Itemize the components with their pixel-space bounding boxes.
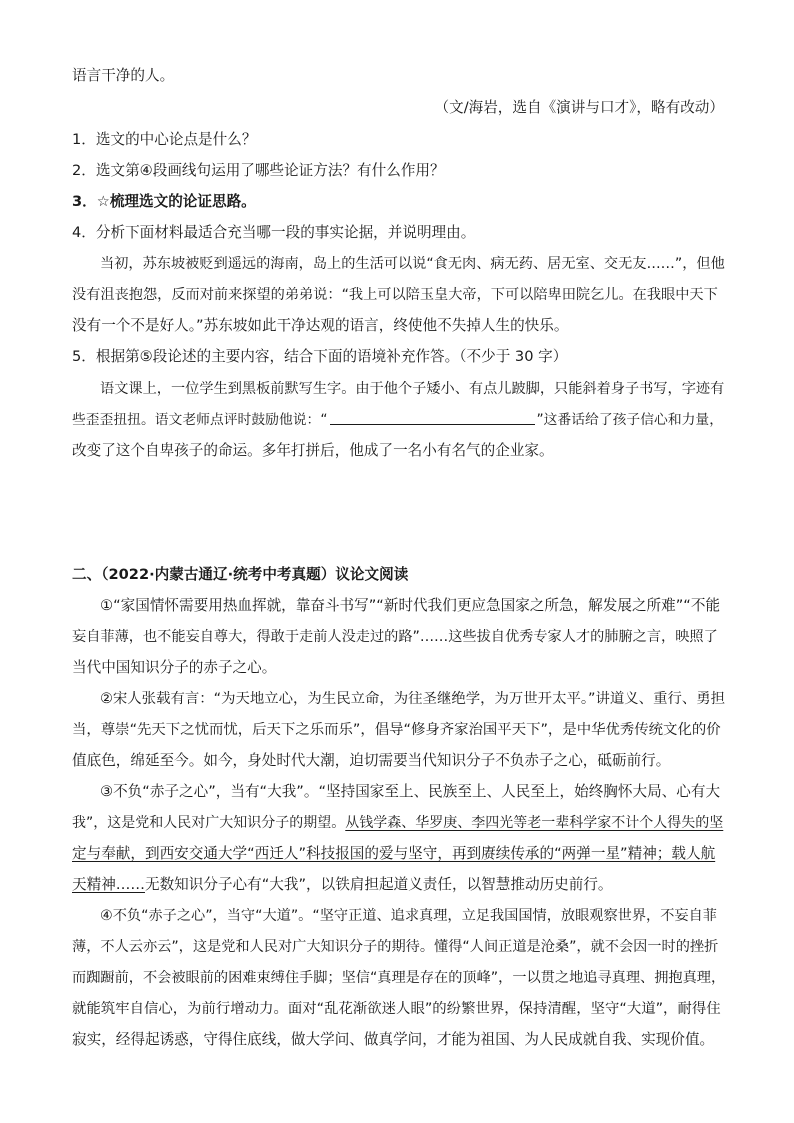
top-fragment: 语言干净的人。 xyxy=(72,67,175,84)
paragraph-2-line: 值底色，绵延至今。如今，身处时代大潮，迫切需要当代知识分子不负赤子之心，砥砺前行。 xyxy=(72,752,671,769)
paragraph-4-line: 寂实，经得起诱惑，守得住底线，做大学问、做真学问，才能为祖国、为人民成就自我、实现价值。 xyxy=(72,1031,715,1048)
source-note: （文/海岩，选自《演讲与口才》，略有改动） xyxy=(434,99,724,116)
paragraph-1-line: 妄自菲薄，也不能妄自尊大，得敢于走前人没走过的路”……这些拔自优秀专家人才的肺腑之言，映照了 xyxy=(72,629,718,645)
paragraph-3-line xyxy=(72,813,724,833)
underlined-sentence: 从钱学森、华罗庚、李四光等老一辈科学家不计个人得失的坚 xyxy=(345,815,724,831)
question-2: 2．选文第④段画线句运用了哪些论证方法？有什么作用？ xyxy=(72,162,445,179)
paragraph-3-line xyxy=(72,844,724,864)
q5-context-line: 改变了这个自卑孩子的命运。多年打拼后，他成了一名小有名气的企业家。 xyxy=(72,442,554,459)
q4-material-line: 没有一个不是好人。”苏东坡如此干净达观的语言，终使他不失掉人生的快乐。 xyxy=(72,317,569,334)
section-2-heading: 二、（2022·内蒙古通辽·统考中考真题）议论文阅读 xyxy=(72,566,409,583)
paragraph-4-line: 就能筑牢自信心，为前行增动力。面对“乱花渐欲迷人眼”的纷繁世界，保持清醒，坚守“大道”，耐得住 xyxy=(72,1001,721,1017)
paragraph-1-line: ①“家国情怀需要用热血挥就，靠奋斗书写”“新时代我们更应急国家之所急，解发展之所难”“不能 xyxy=(100,597,721,614)
paragraph-3-text: 我”，这是党和人民对广大知识分子的期望。 xyxy=(72,815,346,831)
paragraph-2-line: 当，尊崇“先天下之忧而忧，后天下之乐而乐”，倡导“修身齐家治国平天下”，是中华优秀传统文化的价 xyxy=(72,722,721,738)
underlined-sentence: 定与奉献，到西安交通大学“西迁人”科技报国的爱与坚守，再到赓续传承的“两弹一星”精神；载人航 xyxy=(72,845,716,862)
paragraph-1-line: 当代中国知识分子的赤子之心。 xyxy=(72,659,277,676)
q5-text-after-blank: ”这番话给了孩子信心和力量， xyxy=(536,412,724,428)
paragraph-3-line xyxy=(72,875,724,895)
underlined-sentence: 天精神…… xyxy=(72,876,145,893)
question-4: 4．分析下面材料最适合充当哪一段的事实论据，并说明理由。 xyxy=(72,224,476,241)
paragraph-3-line: ③不负“赤子之心”，当有“大我”。“坚持国家至上、民族至上、人民至上，始终胸怀大局、心有大 xyxy=(100,783,721,800)
q4-material-line: 没有沮丧抱怨，反而对前来探望的弟弟说：“我上可以陪玉皇大帝，下可以陪卑田院乞儿。在我眼中天下 xyxy=(72,287,718,303)
question-1: 1．选文的中心论点是什么？ xyxy=(72,131,257,148)
paragraph-4-line: 而踟蹰前，不会被眼前的困难束缚住手脚；坚信“真理是存在的顶峰”，一以贯之地追寻真理、拥抱真理， xyxy=(72,970,726,986)
paragraph-4-line: 薄，不人云亦云”，这是党和人民对广大知识分子的期待。懂得“人间正道是沧桑”，就不会因一时的挫折 xyxy=(72,939,719,955)
paragraph-4-line: ④不负“赤子之心”，当守“大道”。“坚守正道、追求真理，立足我国国情，放眼观察世界，不妄自菲 xyxy=(100,908,717,924)
q5-context-line-with-blank xyxy=(72,410,724,430)
question-5: 5．根据第⑤段论述的主要内容，结合下面的语境补充作答。（不少于 30 字） xyxy=(72,348,568,365)
paragraph-3-text: 无数知识分子心有“大我”，以铁肩担起道义责任，以智慧推动历史前行。 xyxy=(144,876,613,893)
q4-material-line: 当初，苏东坡被贬到遥远的海南，岛上的生活可以说“食无肉、病无药、居无室、交无友……”，但他 xyxy=(100,256,725,272)
question-3: 3．☆梳理选文的论证思路。 xyxy=(72,193,256,210)
q5-text-before-blank: 些歪歪扭扭。语文老师点评时鼓励他说：“ xyxy=(72,412,328,428)
paragraph-2-line: ②宋人张载有言：“为天地立心，为生民立命，为往圣继绝学，为万世开太平。”讲道义、重行、勇担 xyxy=(100,691,726,707)
answer-blank[interactable] xyxy=(330,410,535,425)
q5-context-line: 语文课上，一位学生到黑板前默写生字。由于他个子矮小、有点儿跛脚，只能斜着身子书写，字迹有 xyxy=(100,381,725,397)
